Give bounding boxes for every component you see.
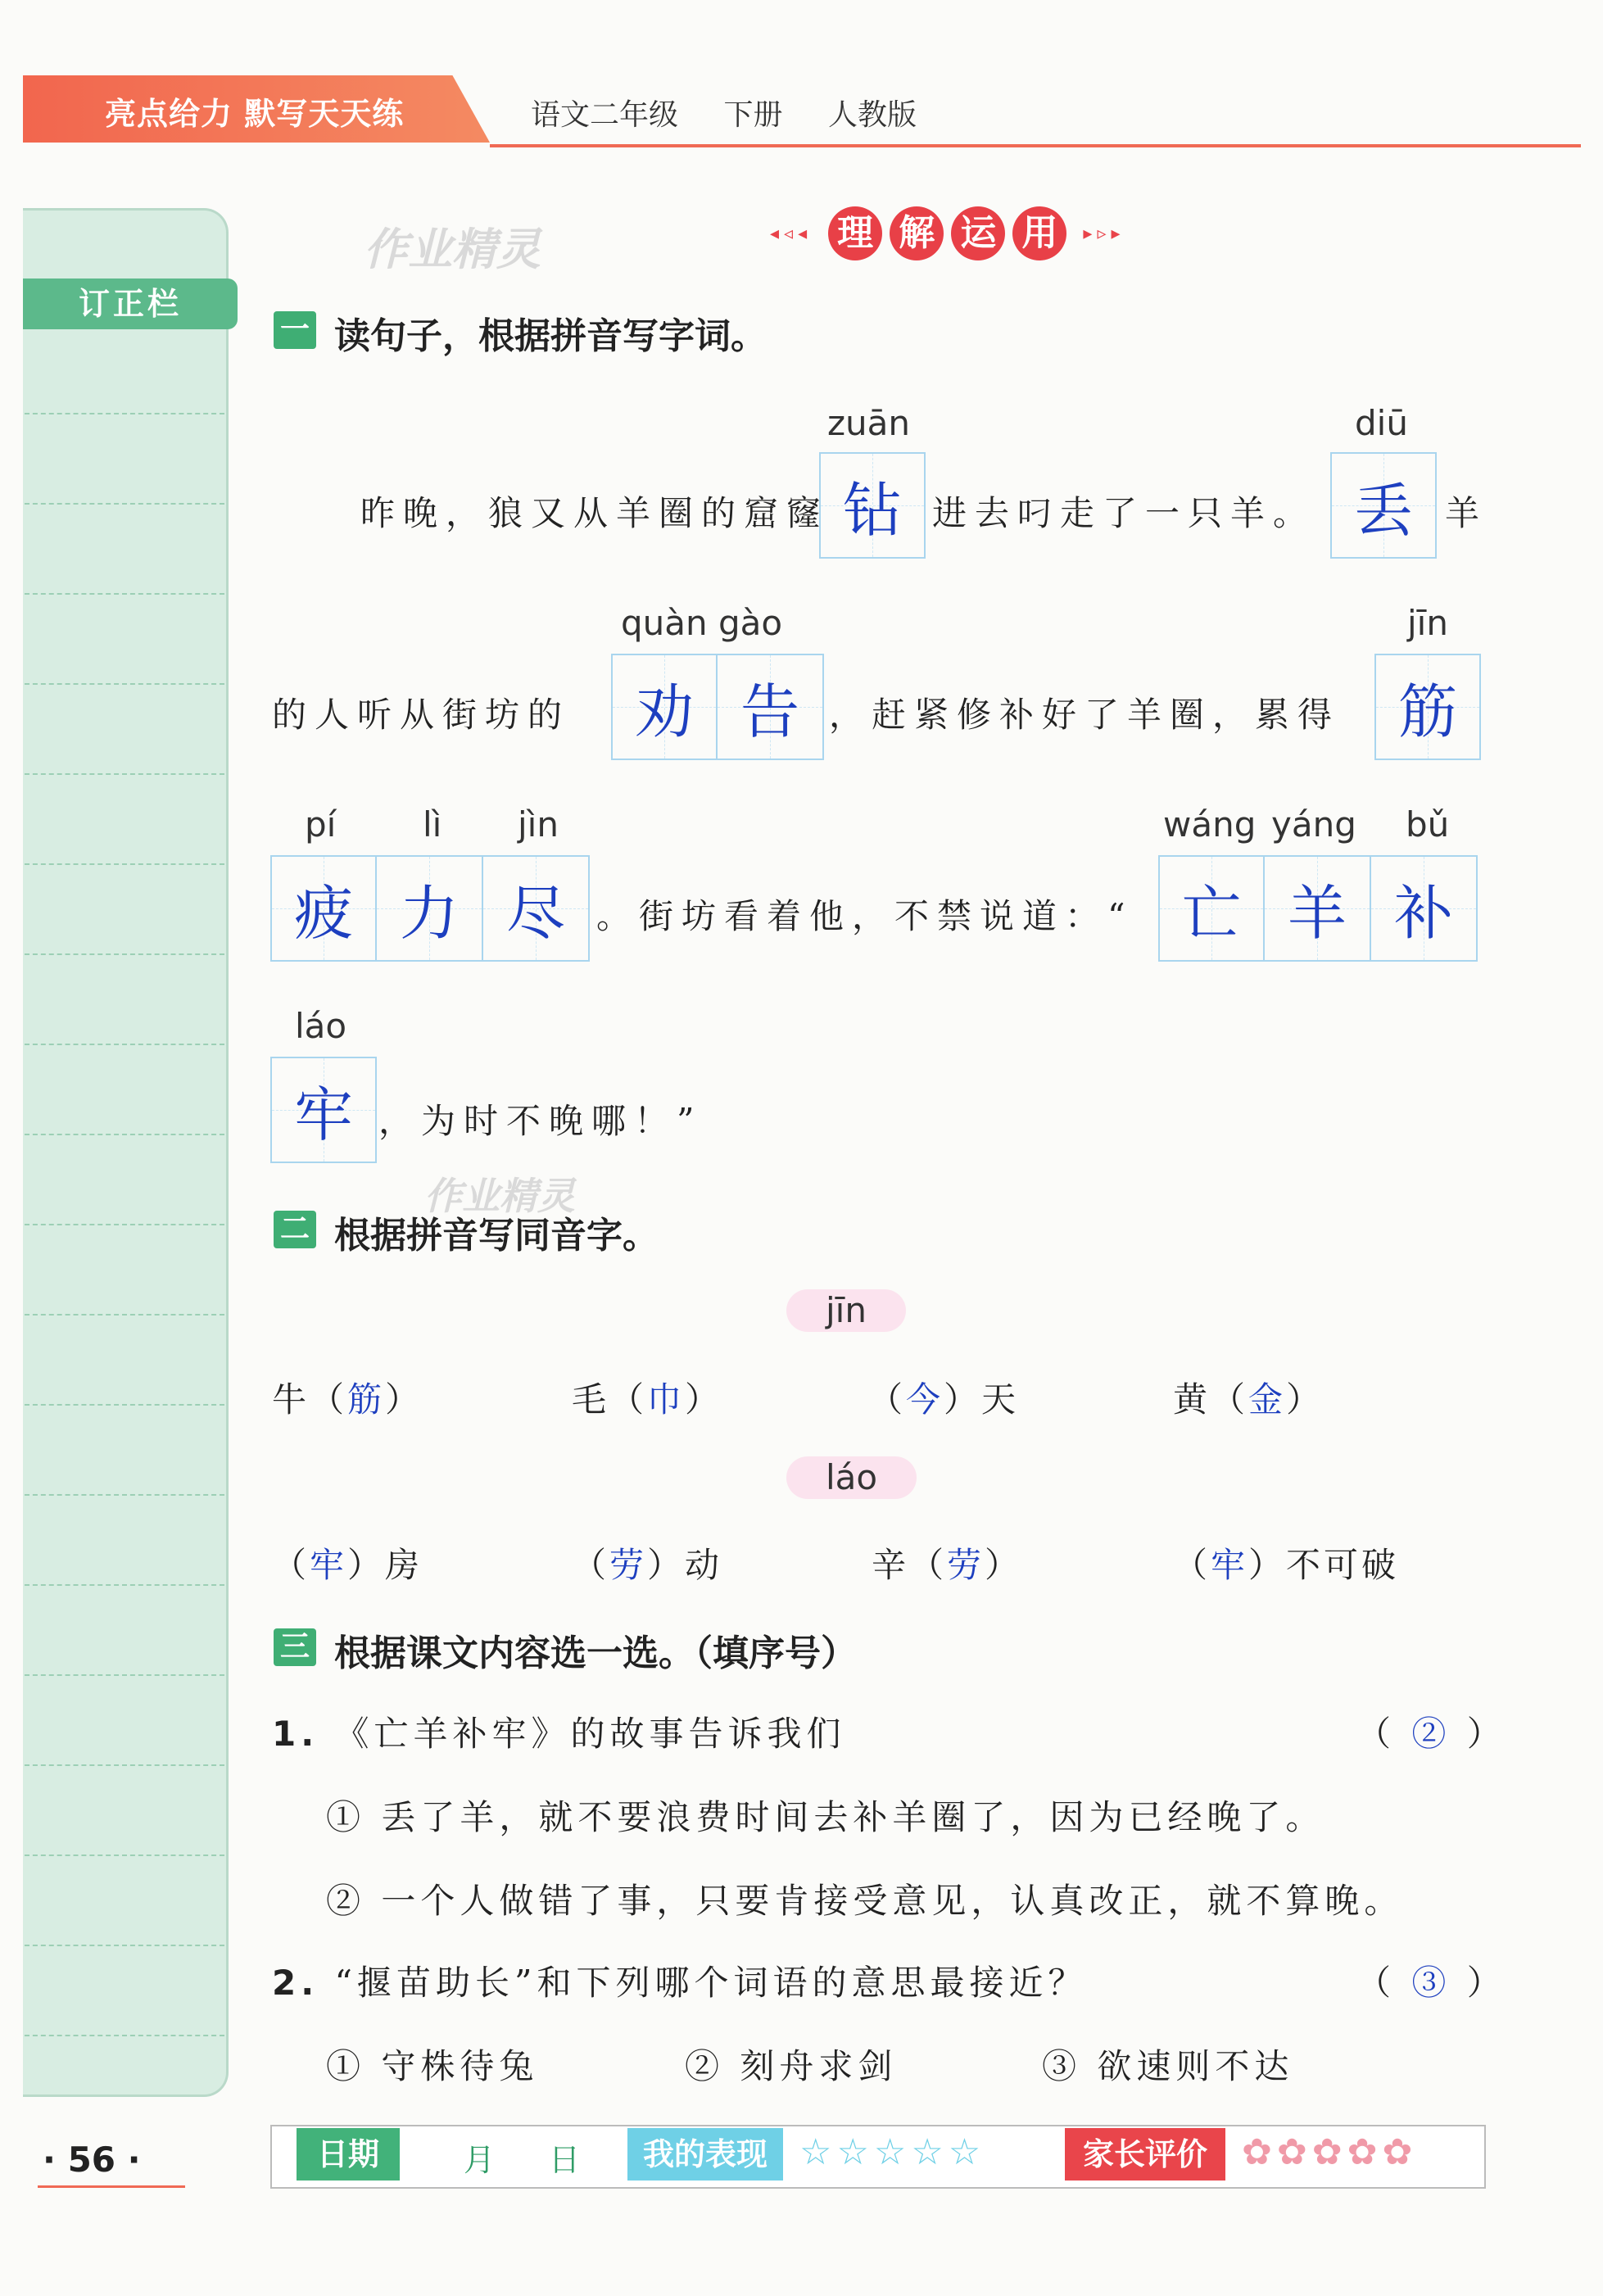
left-arrows-icon: ◂◃◂ xyxy=(770,223,813,244)
mc-stem: 1. 《亡羊补牢》的故事告诉我们 xyxy=(272,1714,846,1754)
correction-rule-line xyxy=(25,683,224,685)
answer-cells xyxy=(1330,452,1437,559)
subject-grade: 语文二年级 xyxy=(531,98,679,132)
header-rule xyxy=(490,144,1581,147)
watermark: 作业精灵 xyxy=(364,224,541,275)
section-title xyxy=(770,206,1125,260)
answer-cell: 尽 xyxy=(483,855,590,962)
pinyin-label: bǔ xyxy=(1406,804,1450,845)
correction-rule-line xyxy=(25,1674,224,1676)
page-number-underline xyxy=(38,2185,185,2188)
correction-rule-line xyxy=(25,863,224,865)
my-performance-label: 我的表现 xyxy=(627,2128,783,2181)
pinyin-pill: láo xyxy=(786,1456,917,1499)
pinyin-label: diū xyxy=(1355,403,1408,443)
answer-cell: 力 xyxy=(377,855,483,962)
mc-option: ① 守株待兔 xyxy=(326,2046,539,2086)
right-arrows-icon: ▸▹▸ xyxy=(1083,223,1125,244)
pinyin-label: lì xyxy=(423,804,442,845)
fill-item: （劳）动 xyxy=(572,1545,723,1585)
question-heading: 根据课文内容选一选。（填序号） xyxy=(334,1633,857,1674)
sentence-text: 昨晚，狼又从羊圈的窟窿 xyxy=(360,493,830,533)
correction-rule-line xyxy=(25,1854,224,1856)
sentence-text: 的人听从街坊的 xyxy=(272,695,571,735)
mc-option: ② 一个人做错了事，只要肯接受意见，认真改正，就不算晚。 xyxy=(326,1881,1404,1921)
answer-cell: 筋 xyxy=(1374,654,1481,760)
answer-cells xyxy=(819,452,926,559)
pinyin-label: zuān xyxy=(827,403,911,443)
answer-cells xyxy=(1158,855,1478,962)
correction-rule-line xyxy=(25,1945,224,1946)
answer-cell: 羊 xyxy=(1265,855,1371,962)
pinyin-label: yáng xyxy=(1271,804,1356,845)
correction-rule-line xyxy=(25,503,224,505)
edition: 人教版 xyxy=(827,98,917,132)
pinyin-pill: jīn xyxy=(786,1289,906,1332)
section-char: 解 xyxy=(890,206,944,260)
correction-rule-line xyxy=(25,1134,224,1135)
pinyin-label: wáng xyxy=(1163,804,1257,845)
parent-evaluation-label: 家长评价 xyxy=(1065,2128,1225,2181)
answer-cells xyxy=(270,1057,377,1163)
month-label: 月 xyxy=(464,2142,496,2178)
correction-rule-line xyxy=(25,953,224,955)
series-title: 亮点给力 默写天天练 xyxy=(105,96,405,132)
question-badge: 一 xyxy=(274,311,316,349)
question-heading: 根据拼音写同音字。 xyxy=(334,1215,659,1257)
sentence-text: 。街坊看着他，不禁说道：“ xyxy=(596,896,1134,936)
mc-answer: （ ② ） xyxy=(1356,1714,1506,1754)
answer-cells xyxy=(1374,654,1481,760)
mc-answer: （ ③ ） xyxy=(1356,1963,1506,2003)
section-char: 理 xyxy=(828,206,882,260)
mc-option: ③ 欲速则不达 xyxy=(1042,2046,1294,2086)
date-label: 日期 xyxy=(297,2128,400,2181)
pinyin-label: jīn xyxy=(1407,603,1448,643)
volume: 下册 xyxy=(723,98,783,132)
correction-rule-line xyxy=(25,1224,224,1225)
answer-cell: 补 xyxy=(1371,855,1478,962)
answer-cell: 亡 xyxy=(1158,855,1265,962)
answer-cells xyxy=(270,855,590,962)
fill-item: 黄（金） xyxy=(1173,1379,1325,1420)
correction-column xyxy=(23,208,229,2097)
fill-item: （牢）房 xyxy=(272,1545,423,1585)
correction-rule-line xyxy=(25,1314,224,1316)
flower-rating-icon[interactable]: ✿✿✿✿✿ xyxy=(1242,2131,1418,2173)
question-badge: 二 xyxy=(274,1211,316,1248)
answer-cell: 丢 xyxy=(1330,452,1437,559)
fill-item: 毛（巾） xyxy=(572,1379,723,1420)
sentence-text: ，为时不晚哪！” xyxy=(378,1101,703,1141)
sentence-text: 羊 xyxy=(1445,493,1488,533)
pinyin-label: quàn gào xyxy=(621,603,783,643)
answer-cell: 疲 xyxy=(270,855,377,962)
pinyin-label: jìn xyxy=(518,804,559,845)
fill-item: （今）天 xyxy=(868,1379,1020,1420)
answer-cell: 告 xyxy=(718,654,824,760)
mc-stem: 2. “揠苗助长”和下列哪个词语的意思最接近？ xyxy=(272,1963,1088,2003)
pinyin-label: láo xyxy=(295,1006,347,1046)
pinyin-label: pí xyxy=(305,804,337,845)
star-rating-icon[interactable]: ☆☆☆☆☆ xyxy=(799,2131,986,2173)
correction-rule-line xyxy=(25,773,224,775)
correction-rule-line xyxy=(25,2035,224,2036)
answer-cells xyxy=(611,654,824,760)
question-heading: 读句子，根据拼音写字词。 xyxy=(334,315,767,357)
day-label: 日 xyxy=(549,2142,581,2178)
mc-option: ② 刻舟求剑 xyxy=(685,2046,898,2086)
mc-option: ① 丢了羊，就不要浪费时间去补羊圈了，因为已经晚了。 xyxy=(326,1797,1325,1837)
answer-cell: 牢 xyxy=(270,1057,377,1163)
fill-item: 辛（劳） xyxy=(872,1545,1023,1585)
answer-cell: 钻 xyxy=(819,452,926,559)
correction-rule-line xyxy=(25,1044,224,1045)
fill-item: （牢）不可破 xyxy=(1173,1545,1400,1585)
correction-label: 订正栏 xyxy=(23,279,238,329)
page-number: · 56 · xyxy=(43,2140,141,2180)
fill-item: 牛（筋） xyxy=(272,1379,423,1420)
question-badge: 三 xyxy=(274,1628,316,1666)
correction-rule-line xyxy=(25,1584,224,1586)
section-char: 运 xyxy=(951,206,1005,260)
sentence-text: ，赶紧修补好了羊圈，累得 xyxy=(829,695,1341,735)
watermark: 作业精灵 xyxy=(424,1174,575,1218)
answer-cell: 劝 xyxy=(611,654,718,760)
book-info xyxy=(531,92,953,134)
section-char: 用 xyxy=(1012,206,1066,260)
sentence-text: 进去叼走了一只羊。 xyxy=(932,493,1316,533)
correction-rule-line xyxy=(25,413,224,414)
correction-rule-line xyxy=(25,593,224,595)
correction-rule-line xyxy=(25,1404,224,1406)
correction-rule-line xyxy=(25,1764,224,1766)
correction-rule-line xyxy=(25,1494,224,1496)
